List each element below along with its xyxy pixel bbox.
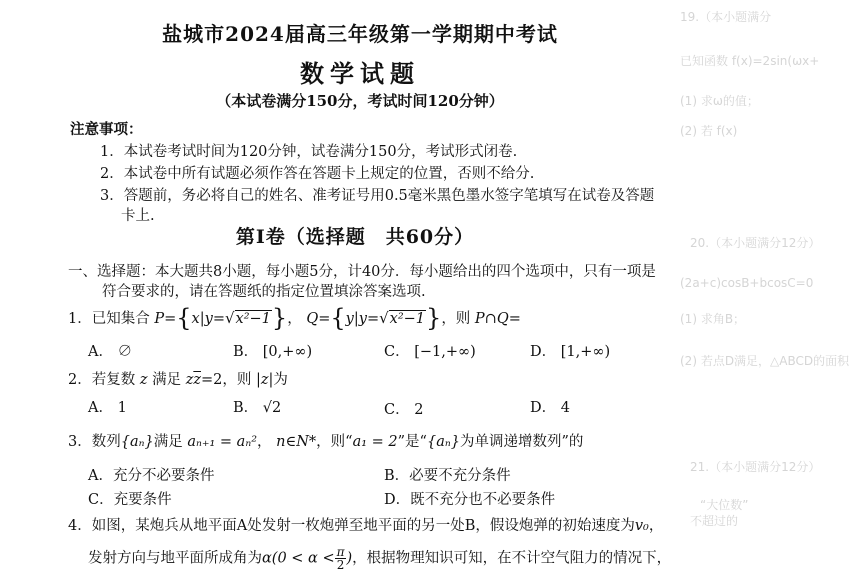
notice-item-1: 1．本试卷考试时间为120分钟，试卷满分150分，考试形式闭卷. <box>100 144 518 160</box>
option-label: C． <box>384 402 410 418</box>
q3-text-c: ， <box>257 434 272 450</box>
section-intro-line-1: 一、选择题：本大题共8小题，每小题5分，计40分．每小题给出的四个选项中，只有一项是 <box>68 264 656 280</box>
q1-comma: ， <box>287 311 302 327</box>
option-label: B． <box>233 400 259 416</box>
sqrt-icon: √ <box>379 309 389 327</box>
question-4-line-2 <box>88 546 671 571</box>
option-label: B． <box>384 468 410 484</box>
option-label: A． <box>88 344 113 360</box>
option-text: 充要条件 <box>113 492 172 508</box>
bleed-line: 已知函数 f(x)=2sin(ωx+ <box>680 54 820 68</box>
option-label: A． <box>88 468 113 484</box>
notice-heading: 注意事项： <box>70 121 143 138</box>
option-label: C． <box>384 344 410 360</box>
q2-mid: 满足 <box>152 372 182 388</box>
q1-eq4: = <box>366 311 380 327</box>
q3-text-f: 为单调递增数列”的 <box>459 434 584 450</box>
q1-dots: ________. <box>520 311 584 327</box>
subject-title: 数学试题 <box>300 59 420 88</box>
bleed-through-text <box>660 0 849 568</box>
option-text: [0,+∞) <box>262 344 313 360</box>
option-text: √2 <box>262 400 282 416</box>
option-label: B． <box>233 344 259 360</box>
option-text: 必要不充分条件 <box>409 468 511 484</box>
notice-item-2: 2．本试卷中所有试题必须作答在答题卡上规定的位置，否则不给分. <box>100 166 535 182</box>
q1-y3: y <box>358 311 367 327</box>
q1-prefix: 1．已知集合 <box>68 311 150 327</box>
q1-end: = <box>508 311 521 327</box>
bleed-line: 20.（本小题满分12分） <box>690 236 821 250</box>
q3-text-d: ，则“ <box>316 434 353 450</box>
option-text: 充分不必要条件 <box>112 468 215 484</box>
bleed-line: 19.（本小题满分 <box>680 10 772 24</box>
left-brace-icon: { <box>176 304 192 332</box>
section-intro-line-2: 符合要求的，请在答题纸的指定位置填涂答案选项. <box>102 284 426 300</box>
q1-eq3: = <box>318 311 331 327</box>
q3-recur: aₙ₊₁ = aₙ² <box>187 434 258 450</box>
q2-option-d <box>530 396 570 417</box>
q1-bar: | <box>199 311 205 327</box>
q4-line1: 4．如图，某炮兵从地平面A处发射一枚炮弹至地平面的另一处B，假设炮弹的初始速度为 <box>68 518 635 534</box>
left-brace-icon: { <box>330 304 346 332</box>
q1-eq: = <box>164 311 177 327</box>
right-brace-icon: } <box>271 304 288 332</box>
sqrt-icon: √ <box>224 309 235 327</box>
q4-line1-end: ， <box>648 518 664 534</box>
q4-frac-den: 2 <box>336 558 345 572</box>
q1-P: P <box>154 311 165 327</box>
q2-option-c <box>384 398 423 419</box>
q2-end: 为 <box>273 372 288 388</box>
bleed-line: (1) 求角B； <box>680 312 746 326</box>
q3-seq: {aₙ} <box>120 434 154 450</box>
option-label: D． <box>384 492 411 508</box>
q3-option-c <box>88 488 172 509</box>
q2-abs: |z| <box>255 372 274 388</box>
q4-frac <box>335 546 347 571</box>
notice-item-3-cont: 卡上. <box>121 208 155 224</box>
q2-zbar: $\overline{z}$ <box>193 372 201 388</box>
q1-tail: ，则 <box>441 311 471 327</box>
q2-cond: =2，则 <box>200 372 252 388</box>
q3-text-a: 3．数列 <box>68 434 121 450</box>
option-text: 既不充分也不必要条件 <box>410 492 556 508</box>
option-label: D． <box>530 400 557 416</box>
question-2 <box>68 368 288 389</box>
option-text: [−1,+∞) <box>414 344 476 360</box>
q3-seq2: {aₙ} <box>426 434 460 450</box>
question-1 <box>68 304 583 332</box>
question-4-line-1 <box>68 514 663 535</box>
q1-eq2: = <box>212 311 225 327</box>
q1-option-a <box>88 340 132 361</box>
option-label: C． <box>88 492 114 508</box>
q1-sqrt-1 <box>225 309 272 327</box>
q2-option-a <box>88 396 127 417</box>
q1-y2: y <box>345 311 354 327</box>
q4-line2-b: ，根据物理知识可知，在不计空气阻力的情况下， <box>352 550 672 567</box>
bleed-line: (2a+c)cosB+bcosC=0 <box>680 276 814 290</box>
q3-a1: a₁ = 2 <box>352 434 398 450</box>
q2-option-b <box>233 396 281 417</box>
bleed-line: (2) 若 f(x) <box>680 124 738 138</box>
q3-text-e: ”是“ <box>397 434 427 450</box>
q3-option-a <box>88 464 214 485</box>
q1-option-b <box>233 340 312 361</box>
q1-intersect: P∩Q <box>474 311 509 327</box>
option-text: 4 <box>560 400 570 416</box>
notice-item-3: 3．答题前，务必将自己的姓名、准考证号用0.5毫米黑色墨水签字笔填写在试卷及答题 <box>100 188 655 204</box>
q2-z: z <box>139 372 148 388</box>
q1-radicand-2: x²−1 <box>389 311 426 327</box>
q1-y: y <box>204 311 213 327</box>
q3-option-d <box>384 488 555 509</box>
bleed-line: (1) 求ω的值； <box>680 94 759 108</box>
bleed-line: (2) 若点D满足，△ABCD的面积 <box>680 354 849 368</box>
section-title: 第Ⅰ卷（选择题 共60分） <box>235 226 475 248</box>
q4-v0: v₀ <box>634 518 649 534</box>
option-text: 1 <box>117 400 127 416</box>
q3-domain: n∈N* <box>276 434 317 450</box>
q3-text-b: 满足 <box>153 434 183 450</box>
bleed-line: 21.（本小题满分12分） <box>690 460 821 474</box>
question-3 <box>68 430 583 451</box>
q3-option-b <box>384 464 511 485</box>
q4-alpha-close: ) <box>346 550 353 567</box>
q4-alpha-cond: α(0 < α < <box>262 550 335 567</box>
option-label: D． <box>530 344 557 360</box>
bleed-line: “大位数” <box>700 498 749 512</box>
q2-zz: z <box>185 372 194 388</box>
option-text: 2 <box>414 402 424 418</box>
q1-option-c <box>384 340 476 361</box>
exam-title: 盐城市2024届高三年级第一学期期中考试 <box>162 22 558 46</box>
q1-bar2: | <box>353 311 359 327</box>
q4-frac-num: π <box>336 545 345 559</box>
q4-line2-a: 发射方向与地平面所成角为 <box>88 550 262 567</box>
q1-x: x <box>191 311 200 327</box>
option-label: A． <box>88 400 113 416</box>
q1-Q: Q <box>306 311 319 327</box>
exam-info: （本试卷满分150分，考试时间120分钟） <box>216 92 504 110</box>
q1-option-d <box>530 340 610 361</box>
q1-sqrt-2 <box>379 309 426 327</box>
right-brace-icon: } <box>426 304 442 332</box>
q1-radicand-1: x²−1 <box>235 311 271 327</box>
option-text: ∅ <box>117 344 133 360</box>
bleed-line: 不超过的 <box>690 514 739 528</box>
option-text: [1,+∞) <box>560 344 611 360</box>
q2-prefix: 2．若复数 <box>68 372 136 388</box>
